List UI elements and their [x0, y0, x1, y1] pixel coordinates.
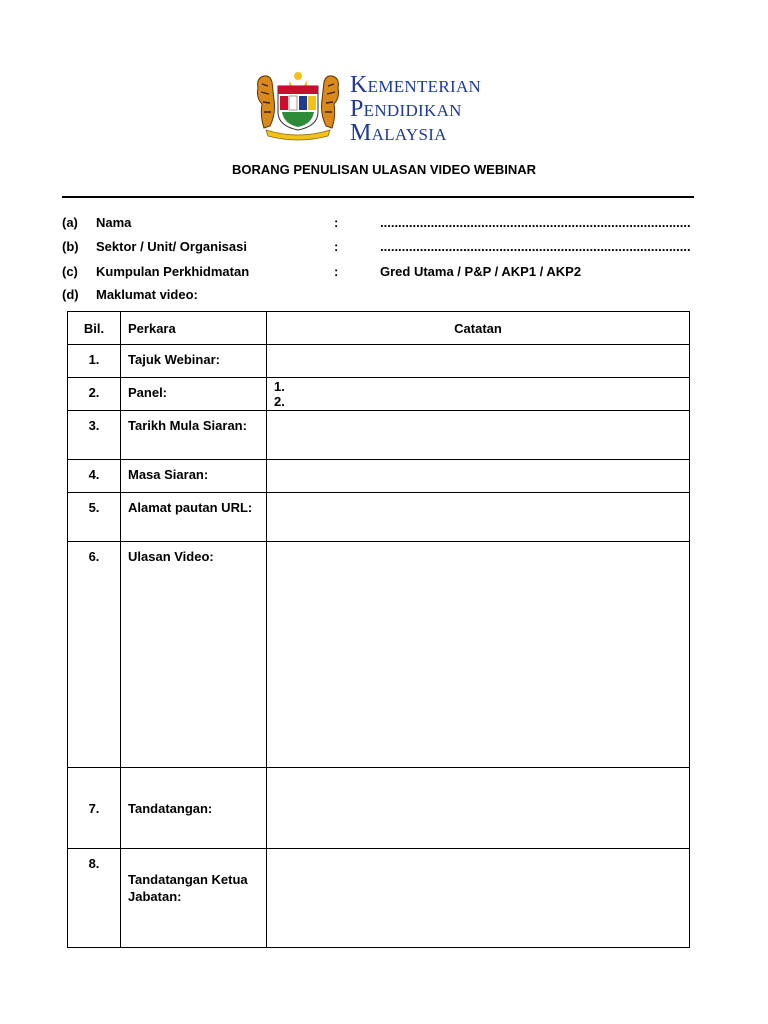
row-label: Alamat pautan URL:: [121, 493, 267, 542]
grade-options[interactable]: Gred Utama / P&P / AKP1 / AKP2: [380, 264, 582, 279]
row-number: 6.: [68, 542, 121, 768]
tajuk-webinar-cell[interactable]: [267, 345, 690, 378]
field-mark: (d): [62, 287, 79, 302]
row-number: 2.: [68, 378, 121, 411]
tandatangan-cell[interactable]: [267, 768, 690, 849]
url-cell[interactable]: [267, 493, 690, 542]
field-mark: (c): [62, 264, 78, 279]
masa-cell[interactable]: [267, 460, 690, 493]
header-perkara: Perkara: [121, 312, 267, 345]
row-number: 3.: [68, 411, 121, 460]
row-label: Panel:: [121, 378, 267, 411]
row-label: Tajuk Webinar:: [121, 345, 267, 378]
table-row: [68, 542, 690, 768]
row-number: 7.: [68, 768, 121, 849]
field-label: Maklumat video:: [96, 287, 198, 302]
tandatangan-ketua-cell[interactable]: [267, 849, 690, 948]
table-row: [68, 411, 690, 460]
row-label: Ulasan Video:: [121, 542, 267, 768]
row-number: 8.: [68, 849, 121, 948]
panel-line-1: 1.: [274, 379, 285, 394]
field-mark: (b): [62, 239, 79, 254]
ministry-line-2: PENDIDIKAN: [350, 96, 462, 122]
ulasan-cell[interactable]: [267, 542, 690, 768]
tarikh-cell[interactable]: [267, 411, 690, 460]
video-info-table: [67, 311, 690, 948]
table-row: [68, 378, 690, 411]
row-number: 1.: [68, 345, 121, 378]
table-row: [68, 768, 690, 849]
ministry-logo: [252, 70, 532, 146]
panel-line-2: 2.: [274, 394, 285, 409]
field-label: Kumpulan Perkhidmatan: [96, 264, 250, 279]
field-colon: :: [334, 215, 339, 230]
header-bil: Bil.: [68, 312, 121, 345]
row-label: Tandatangan Ketua Jabatan:: [121, 849, 267, 948]
coat-of-arms-icon: [252, 70, 344, 142]
header-catatan: Catatan: [267, 312, 690, 345]
table-header-row: [68, 312, 690, 345]
row-number: 5.: [68, 493, 121, 542]
field-colon: :: [334, 264, 339, 279]
sektor-blank[interactable]: ......................................................................................: [380, 239, 691, 254]
row-label: Tarikh Mula Siaran:: [121, 411, 267, 460]
ministry-line-1: KEMENTERIAN: [350, 72, 482, 98]
row-label: Masa Siaran:: [121, 460, 267, 493]
ministry-name: [350, 74, 481, 146]
field-label: Nama: [96, 215, 132, 230]
row-number: 4.: [68, 460, 121, 493]
table-row: [68, 849, 690, 948]
title-divider: [62, 196, 694, 198]
table-row: [68, 345, 690, 378]
panel-cell[interactable]: [267, 378, 690, 411]
table-row: [68, 460, 690, 493]
field-label: Sektor / Unit/ Organisasi: [96, 239, 247, 254]
field-colon: :: [334, 239, 339, 254]
row-label: Tandatangan:: [121, 768, 267, 849]
ministry-line-3: MALAYSIA: [350, 120, 447, 146]
table-row: [68, 493, 690, 542]
nama-blank[interactable]: ......................................................................................: [380, 215, 691, 230]
field-mark: (a): [62, 215, 78, 230]
form-title: BORANG PENULISAN ULASAN VIDEO WEBINAR: [231, 162, 537, 177]
